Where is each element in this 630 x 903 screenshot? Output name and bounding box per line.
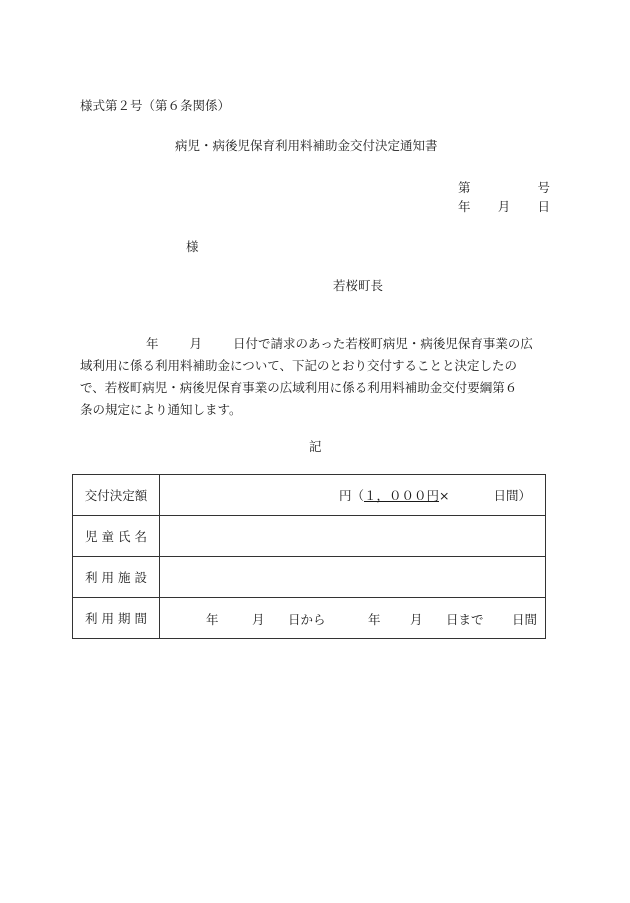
facility-cell[interactable] — [160, 557, 546, 598]
period-cell[interactable] — [160, 598, 546, 639]
period-day-to: 日まで — [446, 612, 484, 627]
label-period: 利 用 期 間 — [73, 598, 160, 639]
body-line-4: 条の規定により通知します。 — [80, 402, 242, 417]
reference-number — [458, 178, 550, 196]
year-label: 年 — [458, 199, 471, 214]
body-year: 年 — [146, 336, 159, 351]
child-name-cell[interactable] — [160, 516, 546, 557]
ki-heading: 記 — [309, 439, 322, 454]
grant-amount-cell[interactable] — [160, 475, 546, 516]
label-facility: 利 用 施 設 — [73, 557, 160, 598]
body-paragraph — [80, 333, 552, 421]
issuer-name: 若桜町長 — [333, 278, 384, 293]
yen-open: 円（ — [338, 488, 364, 503]
body-line-1 — [80, 333, 552, 355]
daily-rate: １，０００円 — [363, 488, 439, 503]
label-grant-amount: 交付決定額 — [73, 475, 160, 516]
table-row — [73, 557, 546, 598]
dai-label: 第 — [458, 180, 471, 195]
body-line-1-rest: 日付で請求のあった若桜町病児・病後児保育事業の広 — [233, 336, 533, 351]
form-number: 様式第２号（第６条関係） — [80, 98, 231, 113]
period-month-1: 月 — [252, 612, 265, 627]
label-child-name: 児 童 氏 名 — [73, 516, 160, 557]
period-days: 日間 — [512, 612, 538, 627]
go-label: 号 — [537, 180, 550, 195]
period-year-2: 年 — [368, 612, 381, 627]
document-title: 病児・病後児保育利用料補助金交付決定通知書 — [175, 138, 438, 153]
body-line-2: 域利用に係る利用料補助金について、下記のとおり交付することと決定したの — [80, 358, 518, 373]
detail-table — [72, 474, 546, 639]
addressee-sama: 様 — [186, 239, 199, 254]
period-year-1: 年 — [206, 612, 219, 627]
day-label: 日 — [537, 199, 550, 214]
table-row — [73, 598, 546, 639]
issue-date — [458, 197, 550, 215]
times-sign: × — [439, 488, 450, 503]
body-line-3: で、若桜町病児・病後児保育事業の広域利用に係る利用料補助金交付要綱第６ — [80, 380, 518, 395]
period-day-from: 日から — [288, 612, 326, 627]
month-label: 月 — [497, 199, 511, 214]
days-close: 日間） — [493, 488, 531, 503]
table-row — [73, 516, 546, 557]
period-month-2: 月 — [410, 612, 423, 627]
table-row — [73, 475, 546, 516]
body-month: 月 — [189, 336, 203, 351]
